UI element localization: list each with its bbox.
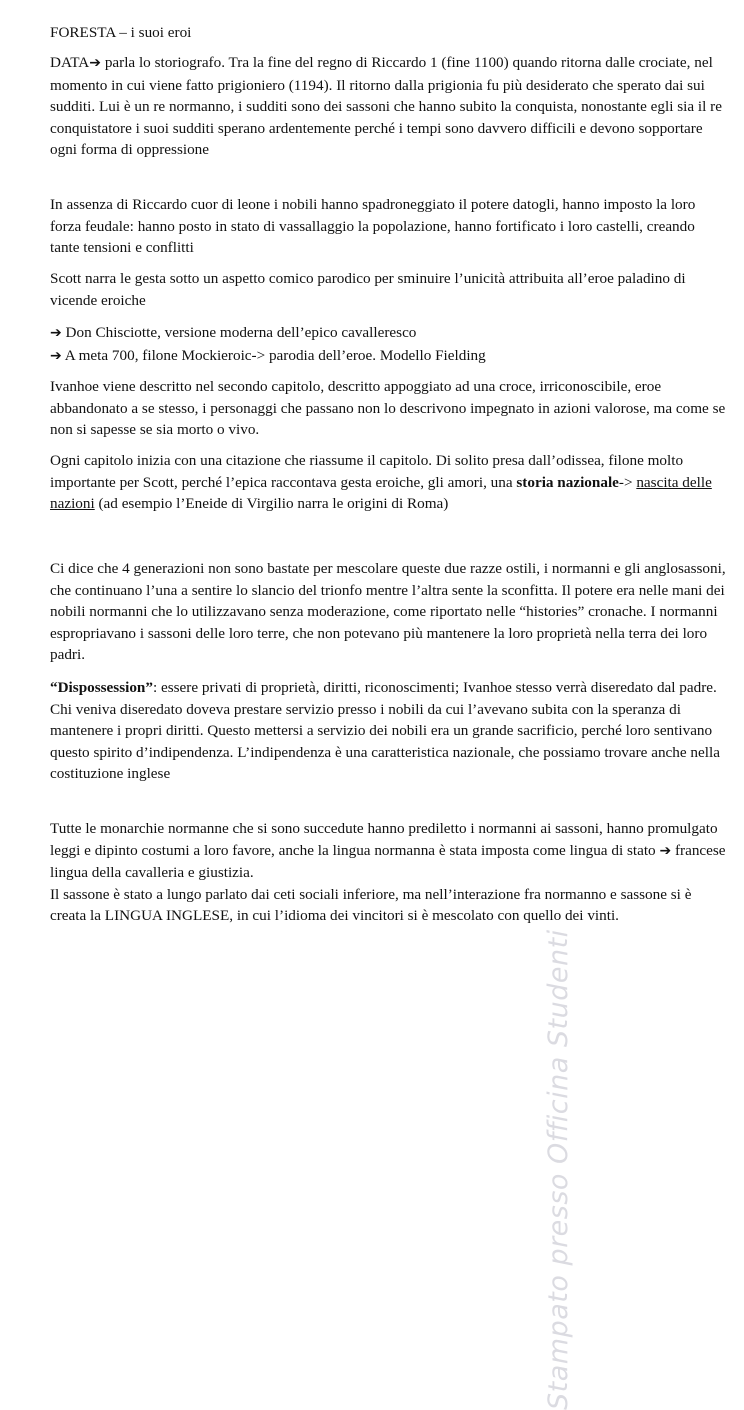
bold-term: “Dispossession” xyxy=(50,679,153,696)
list-item xyxy=(50,345,726,368)
paragraph-text: Ivanhoe viene descritto nel secondo capitolo, descritto appoggiato ad una croce, irriconoscibile, eroe abbandonato a se stesso, i personaggi che passano non lo descrivono impegnato in azioni valorose, ma come se non si sapesse se sia morto o vivo. xyxy=(50,378,726,439)
paragraph-text: : essere privati di proprietà, diritti, riconoscimenti; Ivanhoe stesso verrà diseredato dal padre. Chi veniva diseredato doveva prestare servizio presso i nobili da cui l’avevano subita con la speranza di mantenere i propri diritti. Questo mettersi a servizio dei nobili era un grande sacrificio, perché loro sentivano questo spirito d’indipendenza. L’indipendenza è una caratteristica nazionale, che possiamo trovare anche nella costituzione inglese xyxy=(50,679,720,783)
bullet-list xyxy=(50,322,726,367)
paragraph-text: Tutte le monarchie normanne che si sono succedute hanno prediletto i normanni ai sassoni, hanno promulgato leggi e dipinto costumi a loro favore, anche la lingua normanna è stata imposta come lingua di stato xyxy=(50,820,718,859)
paragraph-scott xyxy=(50,268,726,311)
document-title xyxy=(50,22,726,44)
paragraph-text: francese lingua della cavalleria e giustizia. xyxy=(50,841,726,882)
underlined-term: nascita delle nazioni xyxy=(50,473,712,513)
paragraph-text: In assenza di Riccardo cuor di leone i nobili hanno spadroneggiato il potere datogli, hanno imposto la loro forza feudale: hanno posto in stato di vassallaggio la popolazione, hanno fortificato i loro castelli, creando tante tensioni e conflitti xyxy=(50,196,696,257)
data-lead: DATA xyxy=(50,54,90,71)
title-text: FORESTA – i suoi eroi xyxy=(50,24,192,41)
arrow-icon: ➔ xyxy=(89,55,102,71)
arrow-icon: ➔ xyxy=(659,842,672,859)
list-item-text: A meta 700, filone Mockieroic-> parodia dell’eroe. Modello Fielding xyxy=(61,346,486,364)
paragraph-text: parla lo storiografo. Tra la fine del regno di Riccardo 1 (fine 1100) quando ritorna dalle crociate, nel momento in cui viene fatto prigioniero (1194). Il ritorno dalla prigionia fu più desiderato che sperato dai sui sudditi. Lui è un re normanno, i sudditi sono dei sassoni che hanno subito la conquista, nonostante egli sia il re conquistatore i suoi sudditi sperano ardentemente perché i tempi sono davvero difficili e devono sopportare ogni forma di oppressione xyxy=(50,54,722,159)
paragraph-text: Scott narra le gesta sotto un aspetto comico parodico per sminuire l’unicità attribuita all’eroe paladino di vicende eroiche xyxy=(50,270,686,309)
paragraph-text: Il sassone è stato a lungo parlato dai ceti sociali inferiore, ma nell’interazione fra normanno e sassone si è creata la LINGUA INGLESE, in cui l’idioma dei vincitori si è mescolato con quello dei vinti. xyxy=(50,885,692,925)
paragraph-data xyxy=(50,52,726,161)
paragraph-text: Ogni capitolo inizia con una citazione che riassume il capitolo. Di solito presa dall’odissea, filone molto importante per Scott, perché l’epica raccontava gesta eroiche, gli amori, una xyxy=(50,452,684,491)
paragraph-dispossession xyxy=(50,677,726,785)
paragraph-text: -> xyxy=(618,473,637,491)
paragraph-capitolo xyxy=(50,450,726,515)
watermark: Stampato presso Officina Studenti xyxy=(543,929,574,1410)
arrow-icon: ➔ xyxy=(50,325,62,341)
paragraph-riccardo xyxy=(50,194,726,259)
paragraph-ivanhoe xyxy=(50,376,726,441)
paragraph-generazioni xyxy=(50,558,726,666)
paragraph-text: Ci dice che 4 generazioni non sono bastate per mescolare queste due razze ostili, i normanni e gli anglosassoni, che continuano l’una a sentire lo slancio del trionfo mentre l’altra sente la sconfitta. Il potere era nelle mani dei nobili normanni che lo utilizzavano senza moderazione, come riportato nelle “histories” cronache. I normanni espropriavano i sassoni delle loro terre, che non potevano più mantenere la loro proprietà nella terra dei loro padri. xyxy=(50,560,726,664)
bold-term: storia nazionale xyxy=(516,473,619,491)
arrow-icon: ➔ xyxy=(50,347,62,364)
list-item xyxy=(50,322,726,345)
paragraph-monarchie xyxy=(50,818,726,927)
paragraph-text: (ad esempio l’Eneide di Virgilio narra le origini di Roma) xyxy=(94,495,449,513)
list-item-text: Don Chisciotte, versione moderna dell’epico cavalleresco xyxy=(61,324,417,341)
